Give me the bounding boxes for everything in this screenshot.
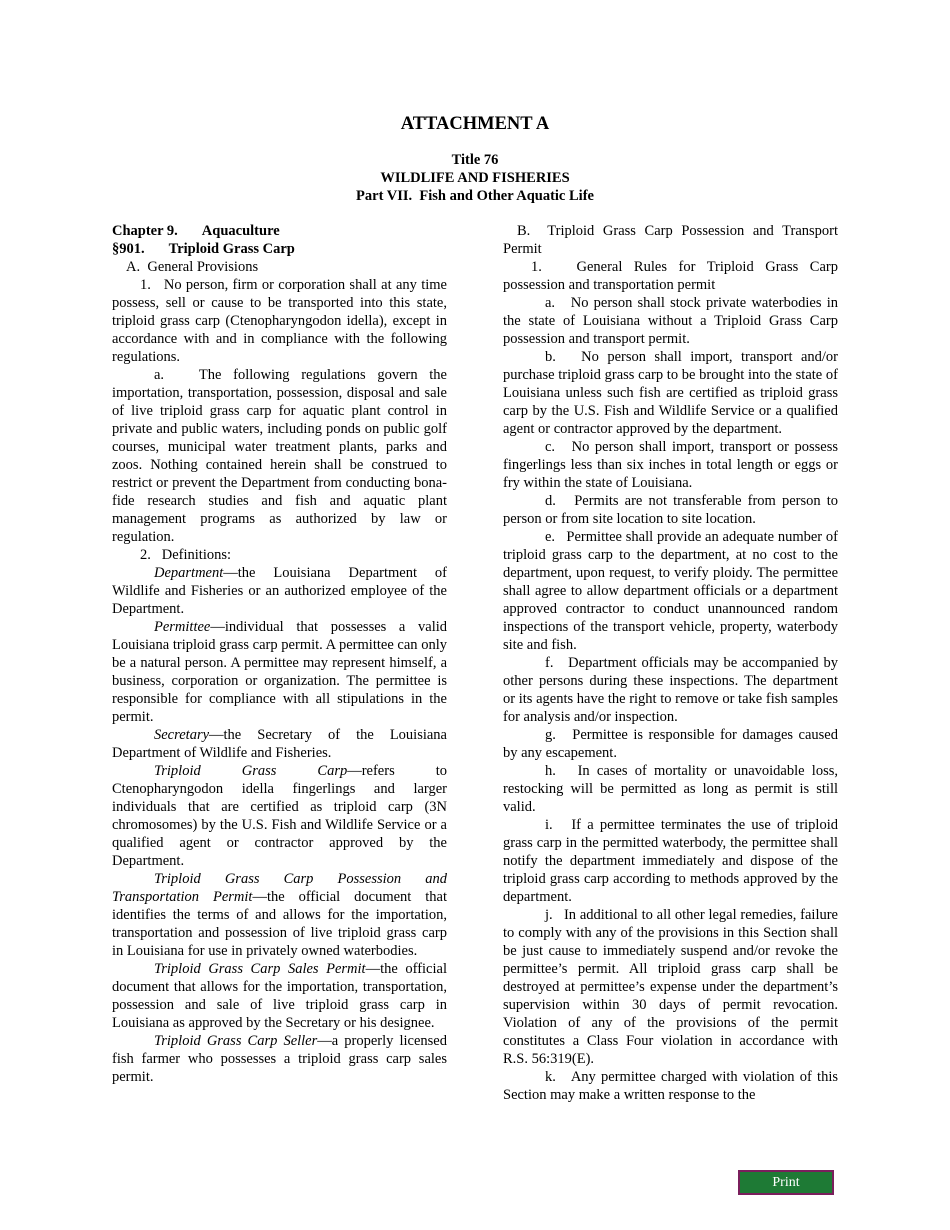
rule-g: g. Permittee is responsible for damages caused by any escapement. bbox=[503, 727, 842, 761]
rule-i: i. If a permittee terminates the use of triploid grass carp in the permitted waterbody, the permittee shall notify the department immediately and dispose of the triploid grass carp according to methods approved by the department. bbox=[503, 817, 842, 905]
rule-f: f. Department officials may be accompanied by other persons during these inspections. The department or its agents have the right to remove or take fish samples for analysis and/or inspection. bbox=[503, 655, 842, 725]
section-number: §901. bbox=[112, 241, 145, 257]
subsection-b-heading: B. Triploid Grass Carp Possession and Transport Permit bbox=[503, 223, 842, 257]
definition-term: Department bbox=[154, 565, 224, 581]
definition-department bbox=[112, 564, 447, 618]
rule-a: a. No person shall stock private waterbodies in the state of Louisiana without a Triploid Grass Carp possession and transport permit. bbox=[503, 295, 842, 347]
definition-text: —the Louisiana Department of Wildlife and Fisheries or an authorized employee of the Department. bbox=[112, 565, 447, 617]
definition-term: Triploid Grass Carp Seller bbox=[154, 1033, 318, 1049]
definition-term: Triploid Grass Carp Sales Permit bbox=[154, 961, 366, 977]
title-block bbox=[0, 151, 950, 205]
rule-e: e. Permittee shall provide an adequate number of triploid grass carp to the department, at no cost to the department, upon request, to verify ploidy. The permittee shall agree to allow department officials or a department approved contractor to conduct unannounced random inspections of the transport vehicle, property, waterbody site and fish. bbox=[503, 529, 842, 653]
definition-text: —refers to Ctenopharyngodon idella fingerlings and larger individuals that are certified as triploid carp (3N chromosomes) by the U.S. Fish and Wildlife Service or a qualified agent or contractor approved by the Department. bbox=[112, 763, 447, 869]
paragraph-b1: 1. General Rules for Triploid Grass Carp possession and transportation permit bbox=[503, 259, 842, 293]
agency-title: WILDLIFE AND FISHERIES bbox=[380, 170, 570, 186]
section-name: Triploid Grass Carp bbox=[168, 241, 295, 257]
subsection-a-heading: A. General Provisions bbox=[126, 259, 259, 275]
definition-text: —the official document that identifies the terms of and allows for the importation, transportation and possession of live triploid grass carp in Louisiana for use in privately owned waterbodies. bbox=[112, 889, 447, 959]
left-column bbox=[112, 222, 451, 1086]
definition-permittee bbox=[112, 618, 447, 726]
chapter-name: Aquaculture bbox=[201, 223, 280, 239]
definition-possession-permit bbox=[112, 870, 447, 960]
definition-text: —the official document that allows for the importation, transportation, possession and sale of live triploid grass carp in Louisiana as approved by the Secretary or his designee. bbox=[112, 961, 447, 1031]
definition-seller bbox=[112, 1032, 447, 1086]
print-button[interactable]: Print bbox=[738, 1170, 834, 1195]
paragraph-1a: a. The following regulations govern the importation, transportation, possession, disposal and sale of live triploid grass carp for aquatic plant control in private and public waters, including ponds on public golf courses, municipal water treatment plants, parks and zoos. Nothing contained herein shall be construed to restrict or prevent the Department from conducting bona-fide research studies and fish and aquatic plant management programs as authorized by law or regulation. bbox=[112, 367, 451, 545]
definition-triploid-grass-carp bbox=[112, 762, 447, 870]
rule-d: d. Permits are not transferable from person to person or from site location to site location. bbox=[503, 493, 842, 527]
definition-term: Permittee bbox=[154, 619, 211, 635]
definition-term: Secretary bbox=[154, 727, 210, 743]
rule-k: k. Any permittee charged with violation of this Section may make a written response to the bbox=[503, 1069, 842, 1103]
section-heading bbox=[112, 240, 447, 258]
attachment-heading: ATTACHMENT A bbox=[400, 114, 550, 134]
rule-h: h. In cases of mortality or unavoidable loss, restocking will be permitted as long as permit is still valid. bbox=[503, 763, 842, 815]
definition-sales-permit bbox=[112, 960, 447, 1032]
paragraph-1: 1. No person, firm or corporation shall at any time possess, sell or cause to be transported into this state, triploid grass carp (Ctenopharyngodon idella), except in accordance with and in compliance with the following regulations. bbox=[112, 277, 451, 365]
definition-term: Triploid Grass Carp Possession and Transportation Permit bbox=[112, 871, 447, 905]
title-number: Title 76 bbox=[451, 152, 499, 168]
rule-c: c. No person shall import, transport or possess fingerlings less than six inches in total length or eggs or fry within the state of Louisiana. bbox=[503, 439, 842, 491]
chapter-heading bbox=[112, 222, 447, 240]
definition-secretary bbox=[112, 726, 447, 762]
definition-text: —a properly licensed fish farmer who possesses a triploid grass carp sales permit. bbox=[112, 1033, 447, 1085]
definition-text: —the Secretary of the Louisiana Department of Wildlife and Fisheries. bbox=[112, 727, 447, 761]
part-title: Part VII. Fish and Other Aquatic Life bbox=[356, 188, 594, 204]
definition-term: Triploid Grass Carp bbox=[154, 763, 348, 779]
definition-text: —individual that possesses a valid Louisiana triploid grass carp permit. A permittee can only be a natural person. A permittee may represent himself, a business, corporation or organization. The permittee is responsible for compliance with all stipulations in the permit. bbox=[112, 619, 447, 725]
chapter-number: Chapter 9. bbox=[112, 223, 178, 239]
right-column bbox=[503, 222, 842, 1104]
rule-b: b. No person shall import, transport and/or purchase triploid grass carp to be brought into the state of Louisiana unless such fish are certified as triploid grass carp by the U.S. Fish and Wildlife Service or a qualified agent or contractor approved by the department. bbox=[503, 349, 842, 437]
rule-j: j. In additional to all other legal remedies, failure to comply with any of the provisions in this Section shall be just cause to immediately suspend and/or revoke the permittee’s permit. All triploid grass carp shall be destroyed at permittee’s expense under the department’s supervision within 30 days of permit revocation. Violation of any of the provisions of the permit constitutes a Class Four violation in accordance with R.S. 56:319(E). bbox=[503, 907, 842, 1067]
paragraph-2: 2. Definitions: bbox=[140, 547, 232, 563]
